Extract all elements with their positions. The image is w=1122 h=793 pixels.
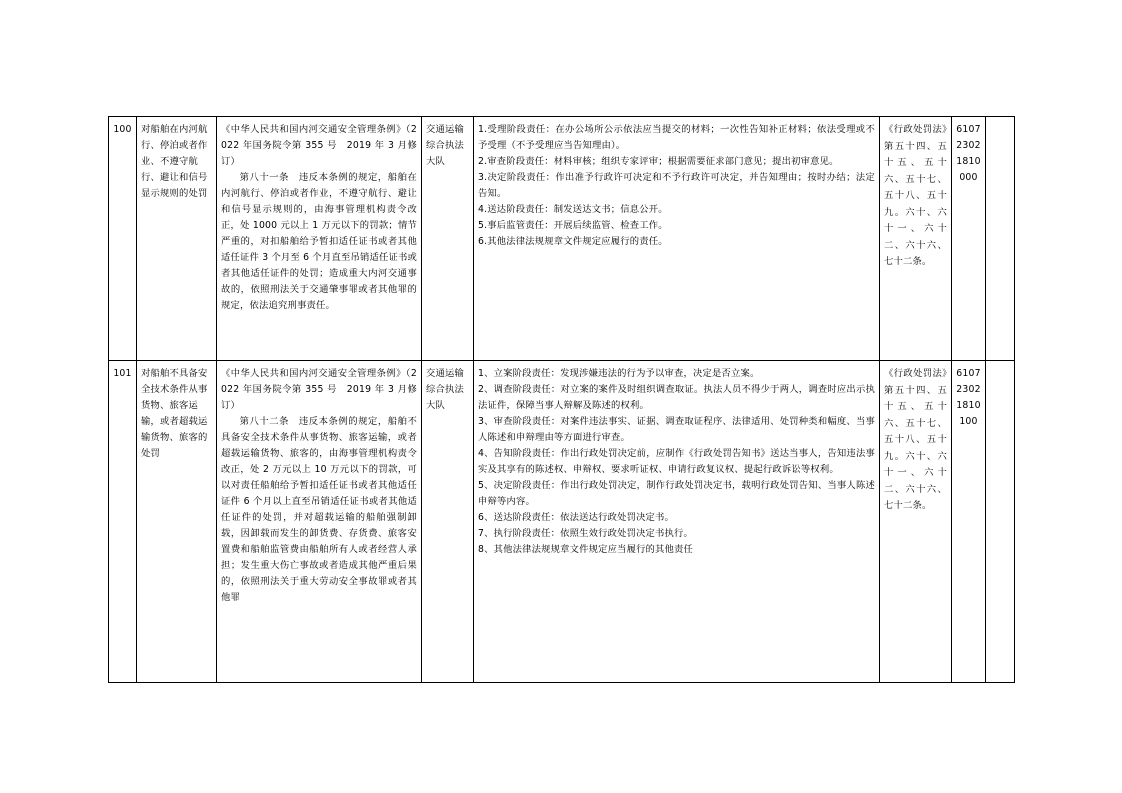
responsibility-item: 4.送达阶段责任：制发送达文书；信息公开。 [478, 203, 668, 215]
responsibility-item: 7、执行阶段责任：依照生效行政处罚决定书执行。 [478, 527, 694, 539]
item-code: 610723021810100 [952, 361, 986, 683]
responsibility-item: 5、决定阶段责任：作出行政处罚决定，制作行政处罚决定书，载明行政处罚告知、当事人陈述申辩等内容。 [478, 479, 875, 507]
item-name: 对船舶在内河航行、停泊或者作业、不遵守航行、避让和信号显示规则的处罚 [137, 117, 217, 361]
legal-basis [217, 361, 422, 683]
regulation-table-wrap [108, 116, 1014, 683]
responsibility-item: 6.其他法律法规规章文件规定应履行的责任。 [478, 235, 668, 247]
responsibility-list [474, 117, 880, 361]
responsibility-item: 2、调查阶段责任：对立案的案件及时组织调查取证。执法人员不得少于两人，调查时应出示执法证件，保障当事人辩解及陈述的权利。 [478, 383, 875, 411]
responsibility-item: 2.审查阶段责任：材料审核；组织专家评审；根据需要征求部门意见；提出初审意见。 [478, 155, 839, 167]
accountability-text: 《行政处罚法》第五十四、五十五、五十六、五十七、五十八、五十九。六十、六十一、六十二、六十六、七十二条。 [884, 124, 947, 268]
implementing-agency: 交通运输综合执法大队 [422, 361, 474, 683]
responsibility-item: 1、立案阶段责任：发现涉嫌违法的行为予以审查，决定是否立案。 [478, 368, 760, 379]
legal-basis [217, 117, 422, 361]
responsibility-item: 6、送达阶段责任：依法送达行政处罚决定书。 [478, 511, 675, 523]
legal-basis-title: 《中华人民共和国内河交通安全管理条例》（2022 年国务院令第 355 号 2019 年 3 月修订） [221, 124, 417, 167]
row-number: 100 [109, 117, 137, 361]
responsibility-item: 5.事后监管责任：开展后续监管、检查工作。 [478, 219, 668, 231]
remark-cell [986, 117, 1015, 361]
row-number: 101 [109, 361, 137, 683]
accountability-basis [880, 117, 952, 361]
responsibility-item: 1.受理阶段责任：在办公场所公示依法应当提交的材料；一次性告知补正材料；依法受理或不予受理（不予受理应当告知理由）。 [478, 124, 875, 151]
legal-basis-article: 第八十一条 违反本条例的规定，船舶在内河航行、停泊或者作业，不遵守航行、避让和信号显示规则的，由海事管理机构责令改正，处 1000 元以上 1 万元以下的罚款；情节严重的，对扣船舶给予暂扣适任证书或者其他适任证件 3 个月至 6 个月直至吊销适任证书或者其他适任证件的处罚；造成重大内河交通事故的，依照刑法关于交通肇事罪或者其他罪的规定，依法追究刑事责任。 [221, 171, 417, 311]
legal-basis-article: 第八十二条 违反本条例的规定，船舶不具备安全技术条件从事货物、旅客运输，或者超载运输货物、旅客的，由海事管理机构责令改正，处 2 万元以上 10 万元以下的罚款，可以对责任船舶给予暂扣适任证书或者其他适任证件 6 个月以上直至吊销适任证书或者其他适任证件的处罚，并对超载运输的船舶强制卸载，因卸载而发生的卸货费、存货费、旅客安置费和船舶监管费由船舶所有人或者经营人承担；发生重大伤亡事故或者造成其他严重后果的，依照刑法关于重大劳动安全事故罪或者其他罪 [221, 415, 417, 603]
remark-cell [986, 361, 1015, 683]
table-row [109, 361, 1015, 683]
responsibility-item: 3、审查阶段责任：对案件违法事实、证据、调查取证程序、法律适用、处罚种类和幅度、当事人陈述和申辩理由等方面进行审查。 [478, 415, 875, 443]
responsibility-item: 8、其他法律法规规章文件规定应当履行的其他责任 [478, 543, 694, 555]
regulation-table [108, 116, 1015, 683]
accountability-basis [880, 361, 952, 683]
table-row [109, 117, 1015, 361]
responsibility-item: 4、告知阶段责任：作出行政处罚决定前，应制作《行政处罚告知书》送达当事人，告知违法事实及其享有的陈述权、申辩权、要求听证权、申请行政复议权、提起行政诉讼等权利。 [478, 447, 875, 475]
responsibility-item: 3.决定阶段责任：作出准予行政许可决定和不予行政许可决定，并告知理由；按时办结；法定告知。 [478, 171, 875, 199]
item-code: 610723021810000 [952, 117, 986, 361]
accountability-text: 《行政处罚法》第五十四、五十五、五十六、五十七、五十八、五十九。六十、六十一、六十二、六十六、七十二条。 [884, 368, 947, 512]
item-name: 对船舶不具备安全技术条件从事货物、旅客运输，或者超载运输货物、旅客的处罚 [137, 361, 217, 683]
responsibility-list [474, 361, 880, 683]
implementing-agency: 交通运输综合执法大队 [422, 117, 474, 361]
legal-basis-title: 《中华人民共和国内河交通安全管理条例》（2022 年国务院令第 355 号 2019 年 3 月修订） [221, 368, 417, 411]
